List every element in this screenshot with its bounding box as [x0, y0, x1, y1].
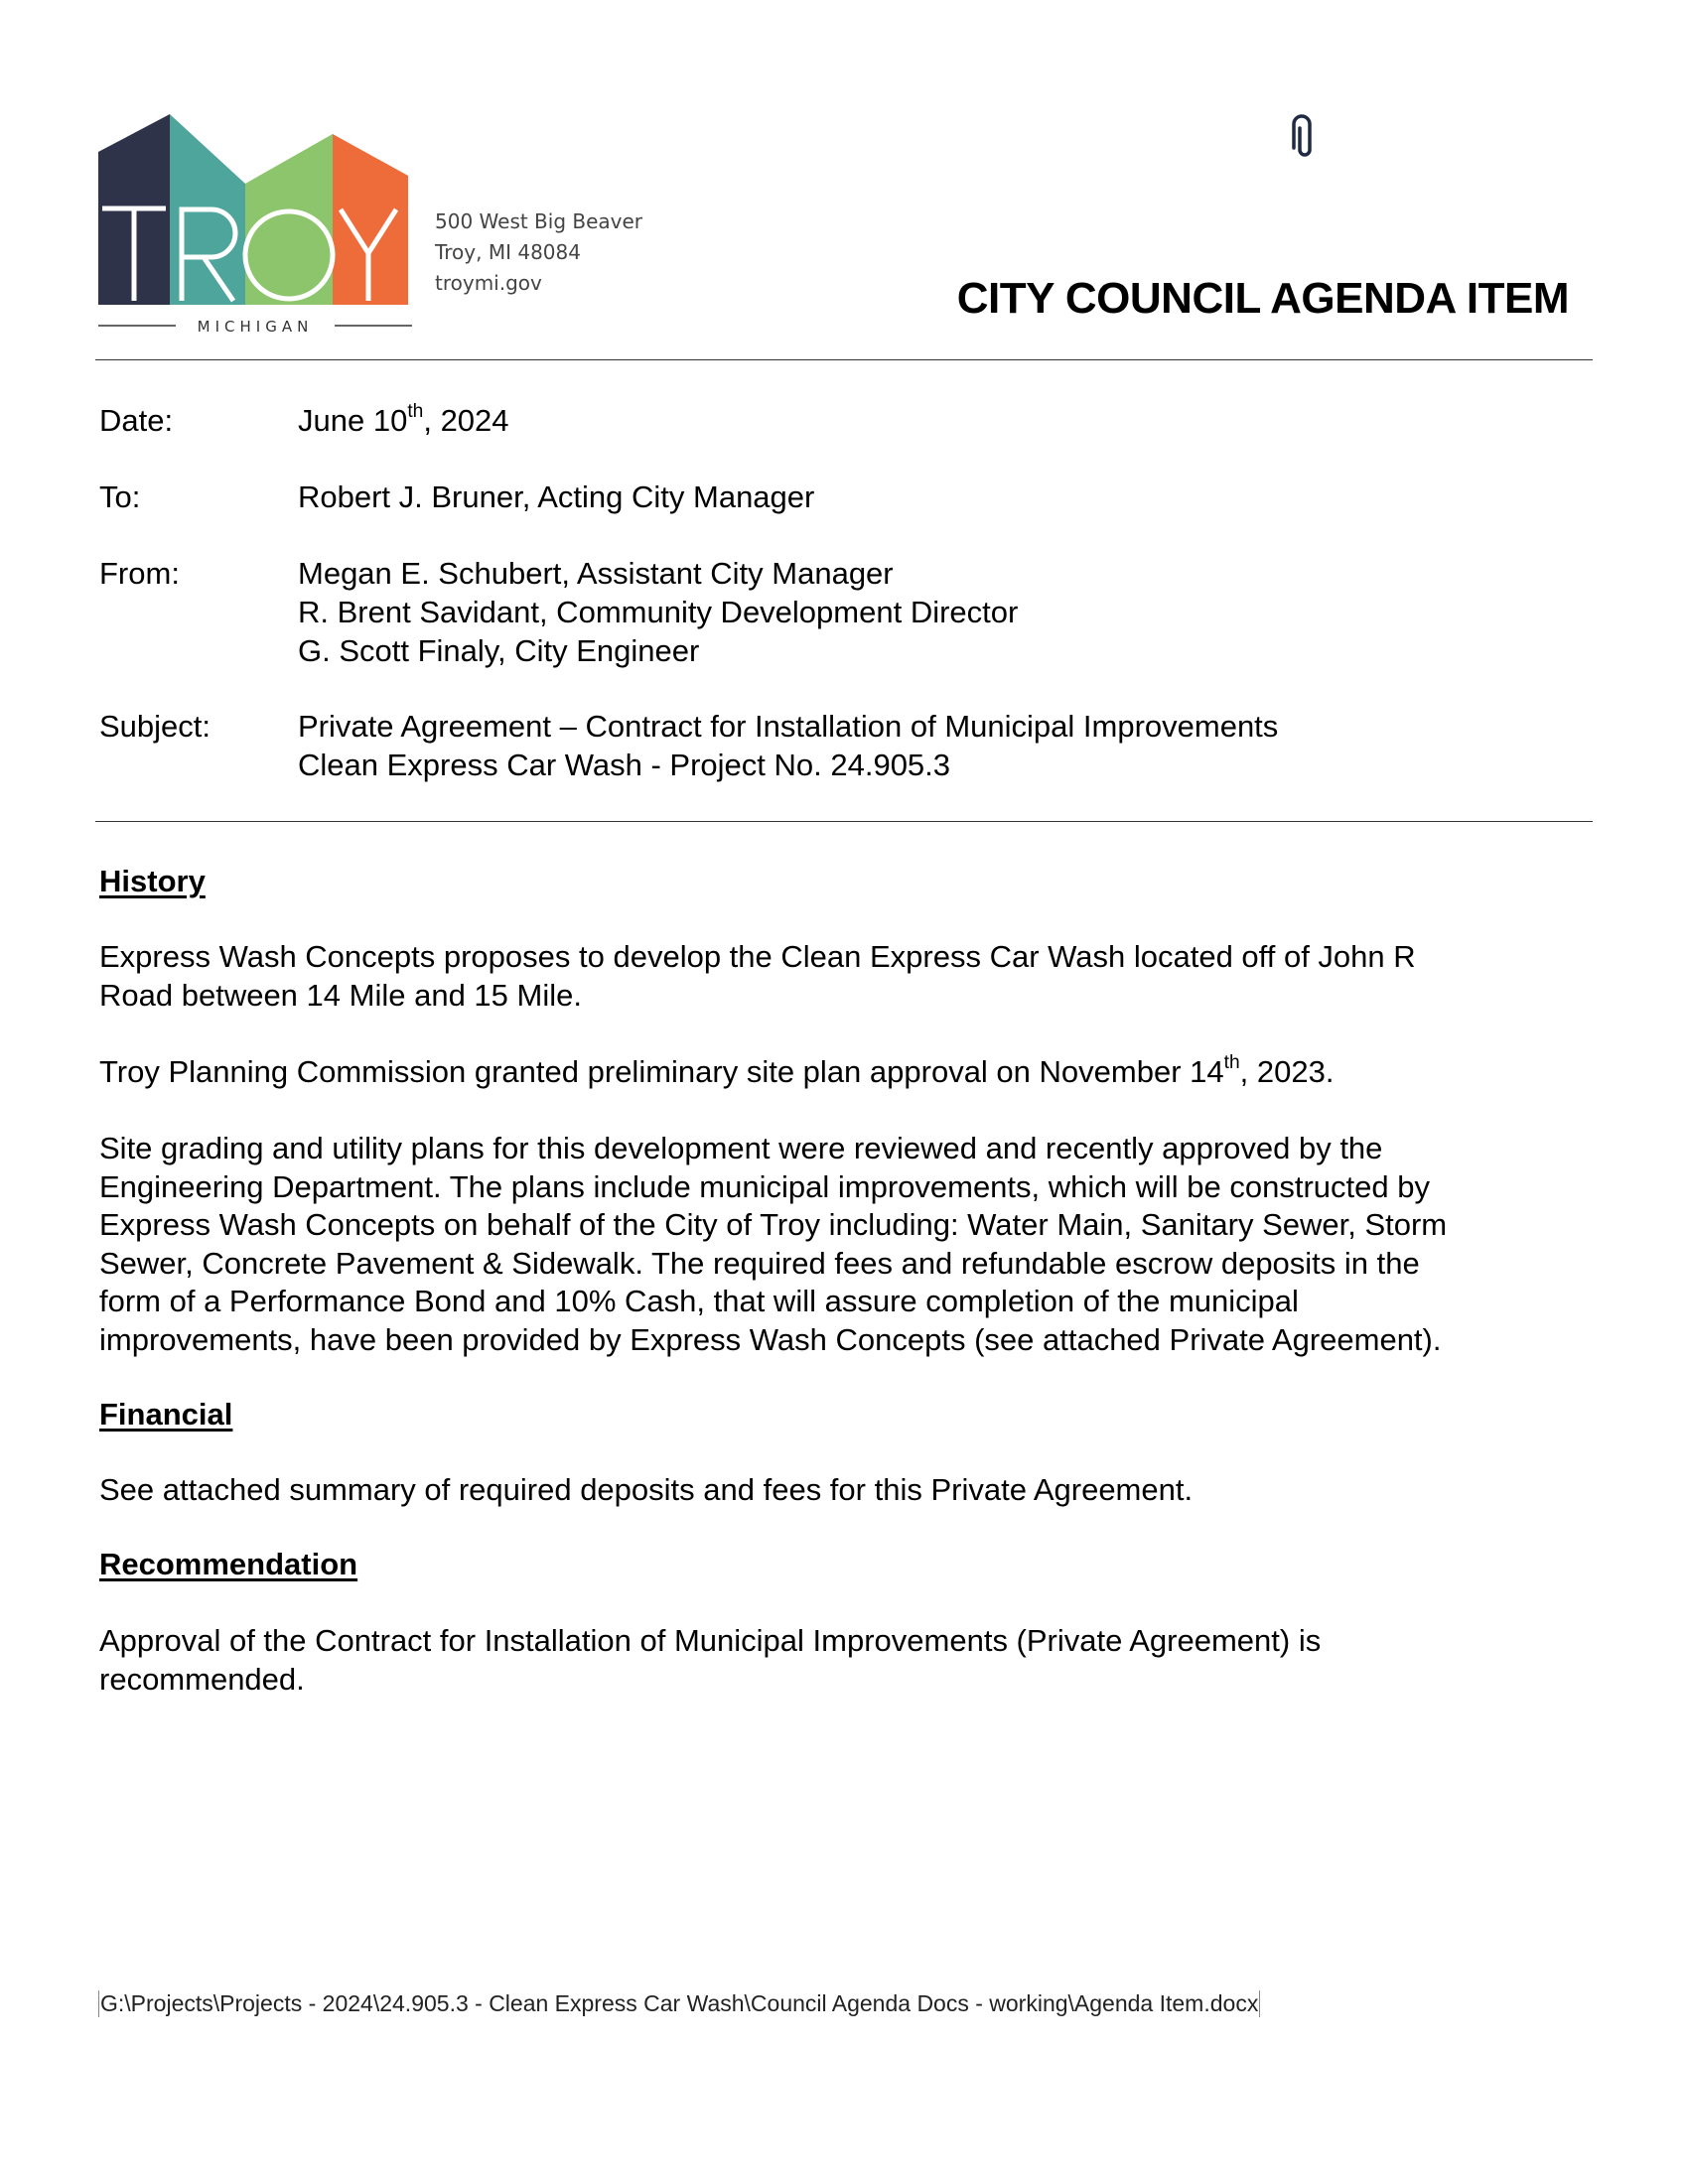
to-value: Robert J. Bruner, Acting City Manager — [298, 479, 815, 514]
page-title: CITY COUNCIL AGENDA ITEM — [956, 274, 1569, 323]
recommendation-heading: Recommendation — [99, 1547, 358, 1581]
from-label: From: — [99, 556, 180, 591]
recommendation-paragraph: Approval of the Contract for Installation of Municipal Improvements (Private Agreement) is recommended. — [99, 1623, 1322, 1697]
subject-line: Private Agreement – Contract for Installation of Municipal Improvements — [298, 709, 1279, 744]
subject-label: Subject: — [99, 709, 211, 744]
website-text: troymi.gov — [435, 271, 542, 295]
history-paragraph-2: Troy Planning Commission granted preliminary site plan approval on November 14th, 2023. — [99, 1051, 1335, 1089]
logo-house-green — [245, 134, 333, 305]
subject-line: Clean Express Car Wash - Project No. 24.905.3 — [298, 748, 951, 782]
financial-heading: Financial — [99, 1397, 233, 1432]
from-line: Megan E. Schubert, Assistant City Manager — [298, 556, 894, 591]
from-line: G. Scott Finaly, City Engineer — [298, 633, 700, 668]
paperclip-icon[interactable] — [1291, 114, 1319, 162]
footer-file-path: G:\Projects\Projects - 2024\24.905.3 - Clean Express Car Wash\Council Agenda Docs - working\Agenda Item.docx — [100, 1990, 1259, 2016]
to-label: To: — [99, 479, 141, 514]
from-value — [298, 554, 1589, 670]
history-paragraph-3: Site grading and utility plans for this development were reviewed and recently approved by the Engineering Department. The plans include municipal improvements, which will be constructed by Express Wash Concepts on behalf of the City of Troy including: Water Main, Sanitary Sewer, Storm Sewer, Concrete Pavement & Sidewalk. The required fees and refundable escrow deposits in the form of a Performance Bond and 10% Cash, that will assure completion of the municipal improvements, have been provided by Express Wash Concepts (see attached Private Agreement). — [99, 1131, 1448, 1357]
history-paragraph-1: Express Wash Concepts proposes to develop the Clean Express Car Wash located off of John R Road between 14 Mile and 15 Mile. — [99, 939, 1416, 1013]
date-label: Date: — [99, 403, 174, 438]
date-value: June 10th, 2024 — [298, 400, 509, 438]
logo-michigan-text: MICHIGAN — [197, 318, 314, 333]
from-line: R. Brent Savidant, Community Development Director — [298, 595, 1019, 629]
subject-divider — [95, 821, 1593, 822]
troy-logo — [98, 114, 412, 333]
financial-paragraph: See attached summary of required deposits and fees for this Private Agreement. — [99, 1472, 1194, 1507]
address-line1: 500 West Big Beaver — [435, 209, 643, 233]
history-heading: History — [99, 864, 206, 898]
header-divider — [95, 359, 1593, 360]
letterhead-address — [435, 206, 642, 299]
address-line2: Troy, MI 48084 — [435, 240, 581, 264]
subject-value — [298, 707, 1589, 784]
